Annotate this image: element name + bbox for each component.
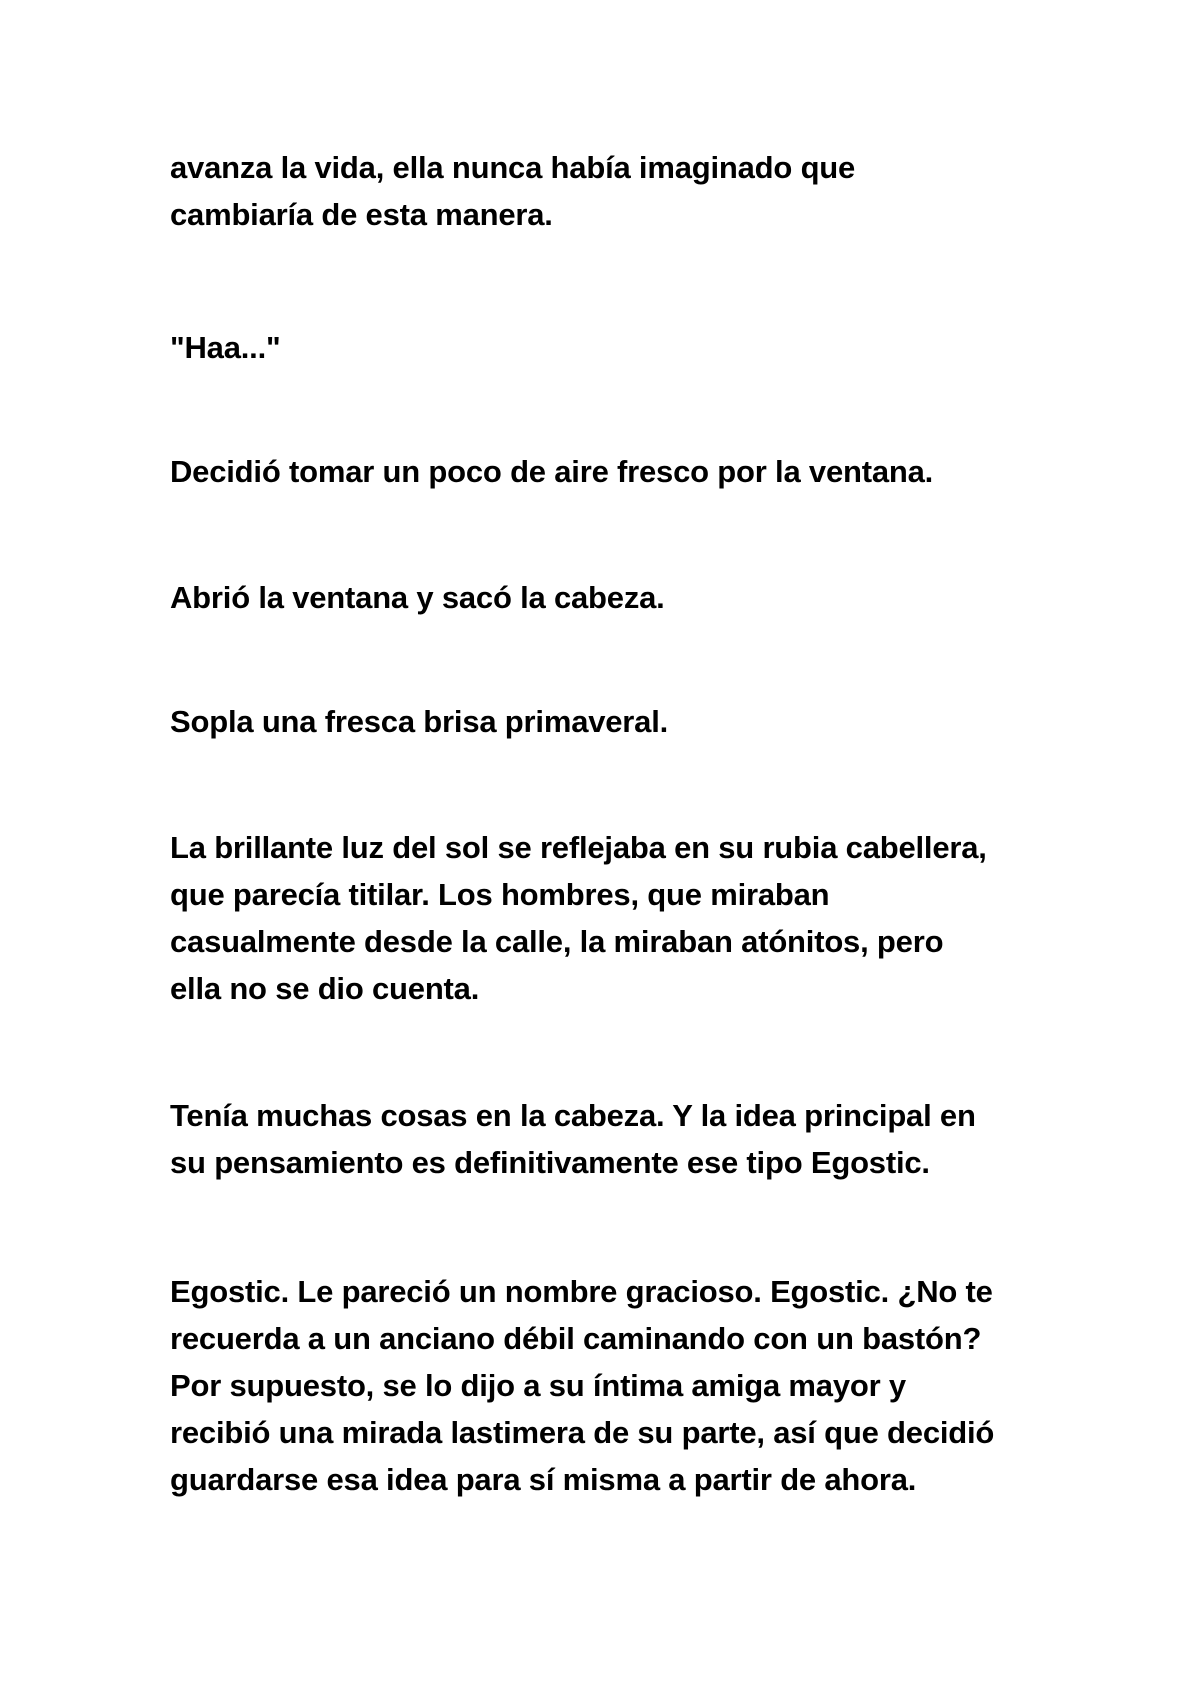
- text-line: avanza la vida, ella nunca había imaginado que: [170, 150, 856, 185]
- text-line: Tenía muchas cosas en la cabeza. Y la idea principal en: [170, 1098, 976, 1133]
- text-line: casualmente desde la calle, la miraban atónitos, pero: [170, 924, 944, 959]
- text-line: ella no se dio cuenta.: [170, 971, 480, 1006]
- text-line: que parecía titilar. Los hombres, que miraban: [170, 877, 830, 912]
- text-line: "Haa...": [170, 330, 281, 365]
- text-line: recibió una mirada lastimera de su parte, así que decidió: [170, 1415, 995, 1450]
- paragraph-6: [170, 824, 1050, 1012]
- text-line: La brillante luz del sol se reflejaba en su rubia cabellera,: [170, 830, 987, 865]
- text-line: su pensamiento es definitivamente ese tipo Egostic.: [170, 1145, 930, 1180]
- paragraph-7: [170, 1092, 1050, 1186]
- text-line: recuerda a un anciano débil caminando con un bastón?: [170, 1321, 982, 1356]
- paragraph-1: [170, 144, 1050, 238]
- text-line: Egostic. Le pareció un nombre gracioso. Egostic. ¿No te: [170, 1274, 993, 1309]
- paragraph-3: [170, 448, 1050, 495]
- paragraph-4: [170, 574, 1050, 621]
- paragraph-5: [170, 698, 1050, 745]
- text-line: Por supuesto, se lo dijo a su íntima amiga mayor y: [170, 1368, 906, 1403]
- paragraph-8: [170, 1268, 1050, 1503]
- text-line: Sopla una fresca brisa primaveral.: [170, 704, 669, 739]
- text-line: Abrió la ventana y sacó la cabeza.: [170, 580, 665, 615]
- text-line: cambiaría de esta manera.: [170, 197, 553, 232]
- text-line: Decidió tomar un poco de aire fresco por la ventana.: [170, 454, 934, 489]
- text-line: guardarse esa idea para sí misma a partir de ahora.: [170, 1462, 917, 1497]
- paragraph-2: [170, 324, 1050, 371]
